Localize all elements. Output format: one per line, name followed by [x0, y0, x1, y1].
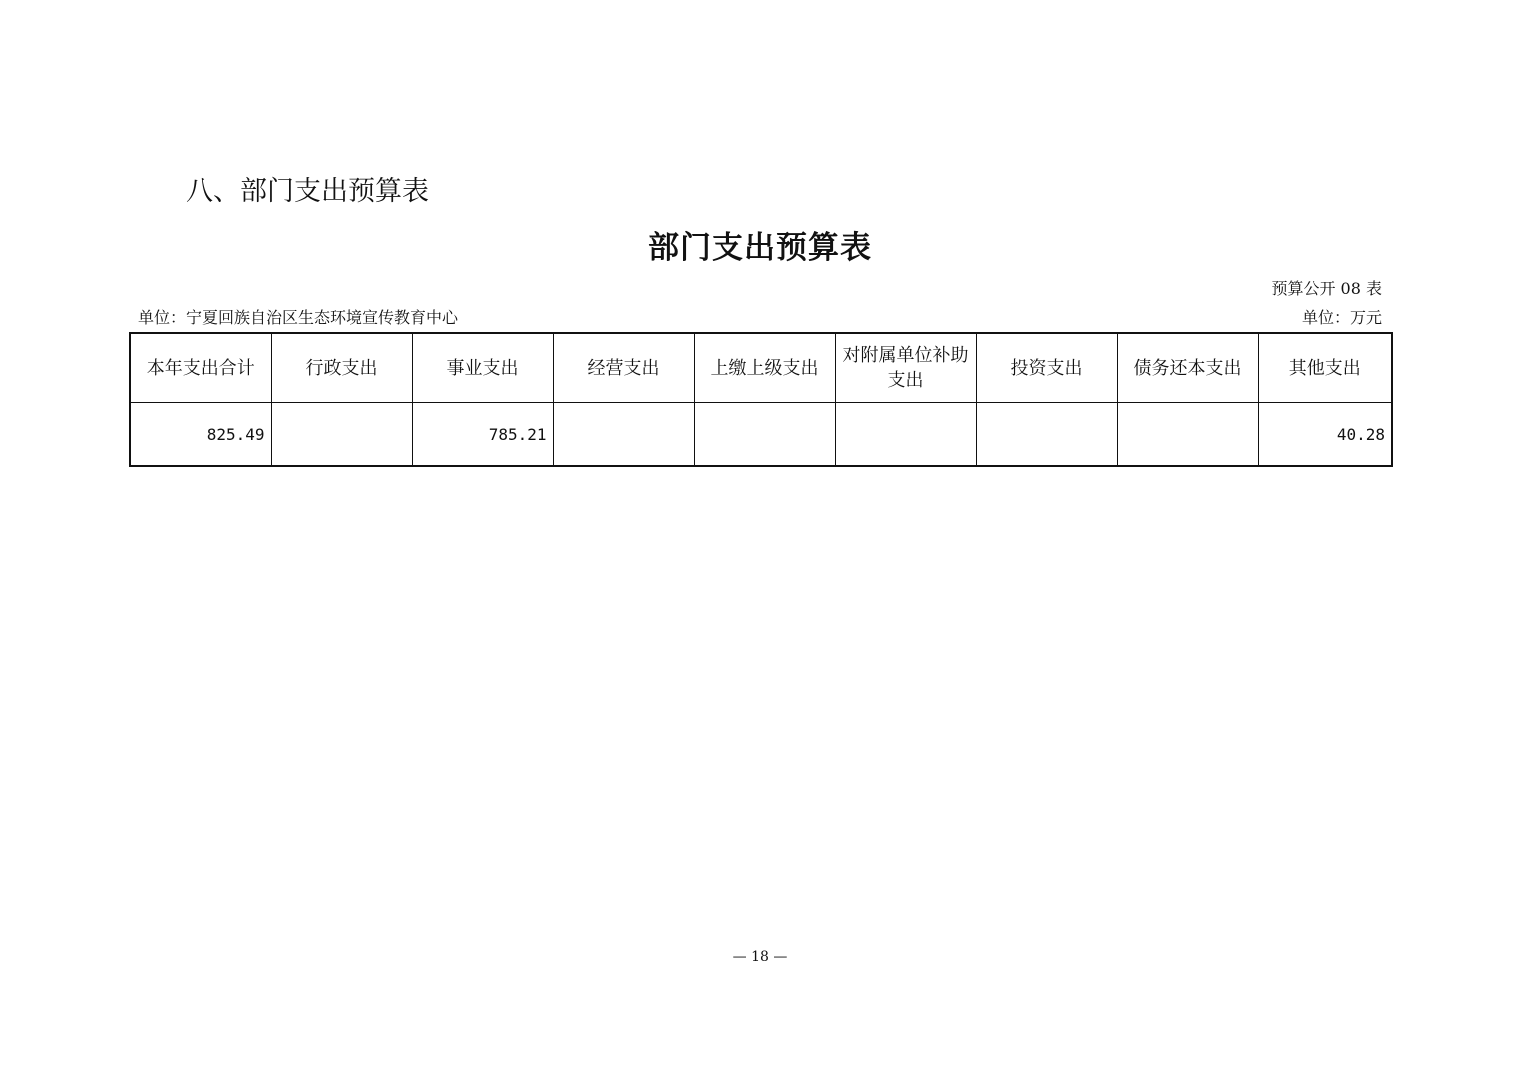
column-header: 经营支出	[553, 333, 694, 403]
table-cell: 40.28	[1258, 403, 1392, 467]
unit-organization: 单位：宁夏回族自治区生态环境宣传教育中心	[138, 308, 459, 327]
budget-table	[129, 332, 1393, 467]
table-code: 预算公开 08 表	[1271, 279, 1382, 298]
table-cell: 785.21	[412, 403, 553, 467]
table-cell	[271, 403, 412, 467]
column-header: 债务还本支出	[1117, 333, 1258, 403]
unit-row	[138, 306, 1382, 330]
column-header: 本年支出合计	[130, 333, 271, 403]
table-cell	[1117, 403, 1258, 467]
table-row	[130, 403, 1392, 467]
table-title: 部门支出预算表	[648, 230, 872, 266]
table-header-row	[130, 333, 1392, 403]
column-header: 投资支出	[976, 333, 1117, 403]
column-header: 行政支出	[271, 333, 412, 403]
column-header: 上缴上级支出	[694, 333, 835, 403]
column-header: 对附属单位补助支出	[835, 333, 976, 403]
page-number: — 18 —	[732, 949, 788, 965]
column-header: 其他支出	[1258, 333, 1392, 403]
column-header: 事业支出	[412, 333, 553, 403]
table-cell	[694, 403, 835, 467]
unit-currency: 单位：万元	[1301, 308, 1382, 327]
table-cell	[835, 403, 976, 467]
table-cell: 825.49	[130, 403, 271, 467]
table-cell	[976, 403, 1117, 467]
section-heading: 八、部门支出预算表	[186, 176, 429, 207]
table-cell	[553, 403, 694, 467]
